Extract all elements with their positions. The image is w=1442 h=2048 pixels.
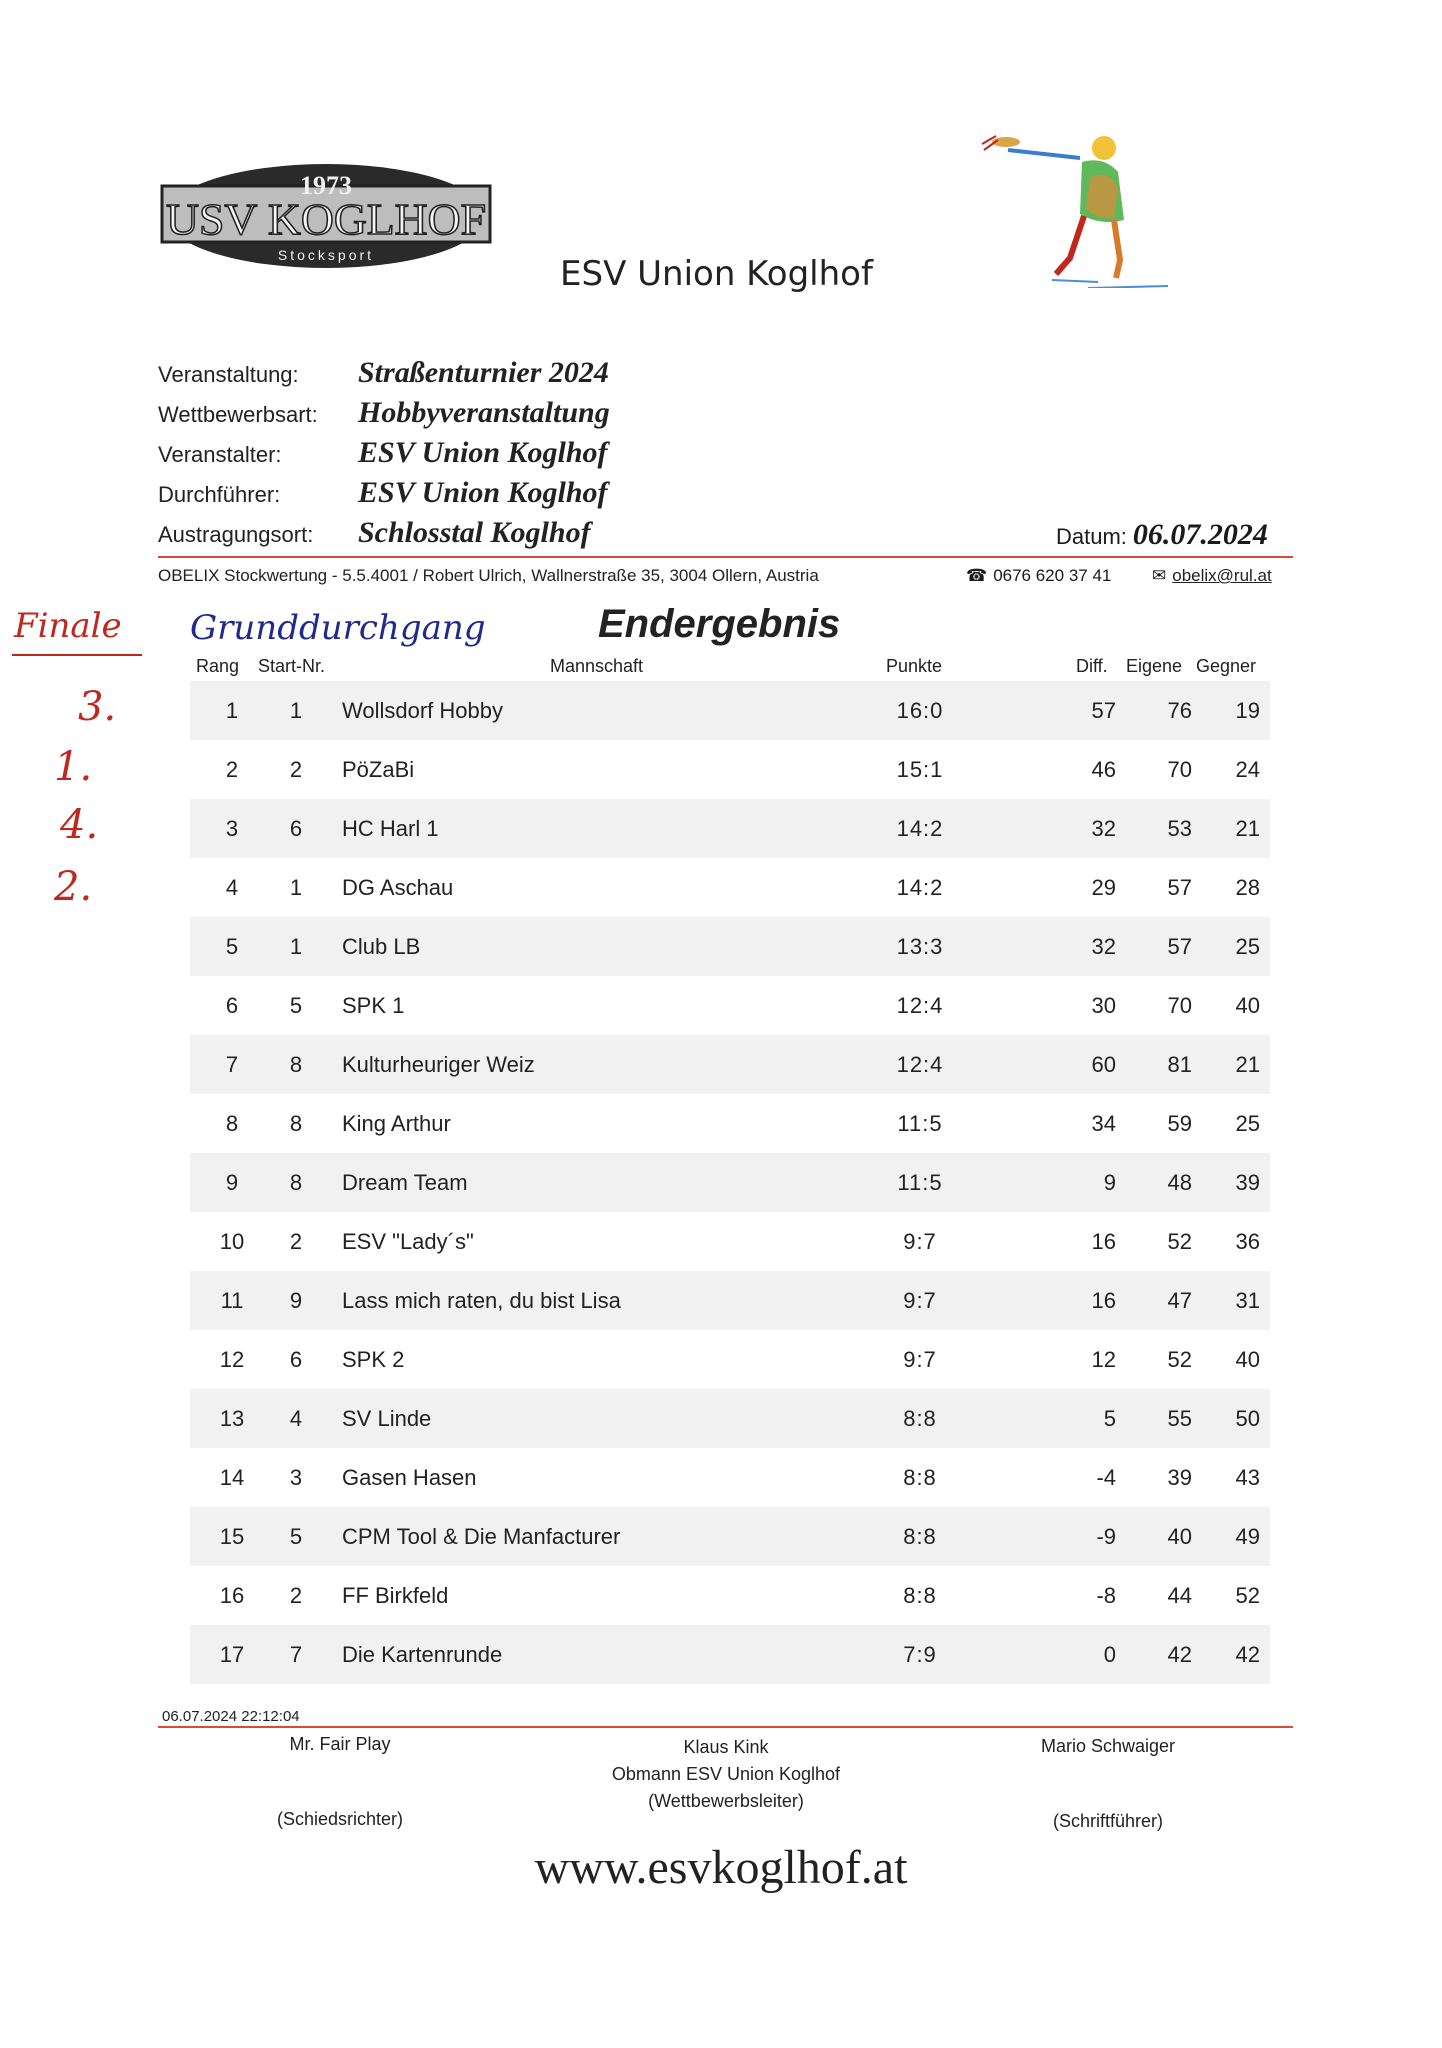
table-row xyxy=(190,1507,1270,1566)
website-url[interactable]: www.esvkoglhof.at xyxy=(534,1841,908,1894)
cell-start: 1 xyxy=(289,698,303,723)
cell-rang: 15 xyxy=(219,1524,245,1549)
cell-start: 2 xyxy=(289,1583,303,1608)
cell-diff: 16 xyxy=(1091,1229,1116,1254)
col-header-team: Mannschaft xyxy=(550,656,644,676)
cell-rang: 5 xyxy=(225,934,239,959)
cell-punkte: 9:7 xyxy=(903,1229,937,1254)
cell-diff: 29 xyxy=(1091,875,1116,900)
cell-punkte: 9:7 xyxy=(903,1347,937,1372)
cell-punkte: 14:2 xyxy=(896,816,944,841)
email-link[interactable]: obelix@rul.at xyxy=(1172,566,1272,585)
col-header-punkte: Punkte xyxy=(886,656,943,676)
cell-gegner: 25 xyxy=(1235,934,1260,959)
handwriting-place-2: 1. xyxy=(54,744,93,790)
phone-contact xyxy=(966,566,1111,586)
cell-rang: 12 xyxy=(219,1347,245,1372)
cell-punkte: 15:1 xyxy=(896,757,944,782)
cell-eigene: 57 xyxy=(1167,875,1192,900)
cell-start: 8 xyxy=(289,1170,303,1195)
cell-rang: 11 xyxy=(220,1288,244,1313)
cell-eigene: 55 xyxy=(1167,1406,1192,1431)
cell-punkte: 11:5 xyxy=(897,1170,943,1195)
signature-name: Klaus Kink xyxy=(683,1737,769,1757)
handwriting-place-1: 3. xyxy=(78,684,117,730)
signature-role: (Schriftführer) xyxy=(1052,1811,1164,1831)
cell-team: Dream Team xyxy=(342,1170,468,1195)
cell-start: 2 xyxy=(289,1229,303,1254)
info-label: Wettbewerbsart: xyxy=(158,402,318,427)
cell-start: 9 xyxy=(289,1288,303,1313)
cell-rang: 7 xyxy=(225,1052,239,1077)
cell-punkte: 13:3 xyxy=(896,934,944,959)
cell-start: 5 xyxy=(289,993,303,1018)
phone-icon: ☎ xyxy=(966,566,988,585)
cell-gegner: 24 xyxy=(1235,757,1260,782)
cell-rang: 13 xyxy=(219,1406,245,1431)
cell-start: 8 xyxy=(289,1111,303,1136)
datum-label: Datum: xyxy=(1056,524,1127,549)
cell-team: SPK 2 xyxy=(342,1347,405,1372)
cell-diff: 30 xyxy=(1091,993,1116,1018)
cell-diff: 32 xyxy=(1091,816,1116,841)
info-label: Durchführer: xyxy=(158,482,281,507)
cell-rang: 1 xyxy=(225,698,239,723)
cell-team: DG Aschau xyxy=(342,875,454,900)
table-row xyxy=(190,1448,1270,1507)
cell-punkte: 8:8 xyxy=(903,1583,937,1608)
cell-diff: 60 xyxy=(1091,1052,1116,1077)
cell-team: Club LB xyxy=(342,934,421,959)
cell-diff: 5 xyxy=(1103,1406,1116,1431)
cell-team: Kulturheuriger Weiz xyxy=(342,1052,535,1077)
cell-start: 8 xyxy=(289,1052,303,1077)
logo-year: 1973 xyxy=(300,171,352,200)
cell-punkte: 9:7 xyxy=(903,1288,937,1313)
stock-player-illustration xyxy=(968,128,1178,288)
handwriting-place-3: 4. xyxy=(60,802,99,848)
cell-diff: -8 xyxy=(1096,1583,1116,1608)
info-label: Veranstalter: xyxy=(158,442,282,467)
signature-name: Mario Schwaiger xyxy=(1040,1736,1176,1756)
signature-schriftfuehrer xyxy=(948,1736,1268,1832)
cell-team: FF Birkfeld xyxy=(342,1583,449,1608)
signature-role: (Schiedsrichter) xyxy=(276,1809,404,1829)
cell-gegner: 43 xyxy=(1235,1465,1260,1490)
datum xyxy=(1056,518,1268,552)
table-row xyxy=(190,740,1270,799)
cell-gegner: 28 xyxy=(1235,875,1260,900)
info-label: Veranstaltung: xyxy=(158,362,299,387)
cell-diff: 12 xyxy=(1091,1347,1116,1372)
cell-start: 1 xyxy=(289,875,303,900)
info-veranstalter xyxy=(158,436,608,474)
footer-rule xyxy=(158,1726,1293,1728)
cell-diff: -9 xyxy=(1096,1524,1116,1549)
cell-punkte: 14:2 xyxy=(896,875,944,900)
cell-eigene: 70 xyxy=(1167,757,1192,782)
signature-schiedsrichter xyxy=(180,1734,500,1830)
table-row xyxy=(190,1566,1270,1625)
cell-team: SPK 1 xyxy=(342,993,405,1018)
col-header-diff: Diff. xyxy=(1076,656,1108,676)
cell-diff: 0 xyxy=(1103,1642,1116,1667)
info-label: Austragungsort: xyxy=(158,522,314,547)
cell-diff: 32 xyxy=(1091,934,1116,959)
signature-title: Obmann ESV Union Koglhof xyxy=(611,1764,841,1784)
cell-rang: 4 xyxy=(225,875,239,900)
cell-rang: 2 xyxy=(225,757,239,782)
cell-gegner: 19 xyxy=(1235,698,1260,723)
cell-punkte: 12:4 xyxy=(896,1052,944,1077)
col-header-start: Start-Nr. xyxy=(258,656,326,676)
cell-start: 3 xyxy=(289,1465,303,1490)
cell-eigene: 59 xyxy=(1167,1111,1192,1136)
cell-eigene: 39 xyxy=(1167,1465,1192,1490)
handwriting-finale: Finale xyxy=(14,606,122,646)
cell-start: 5 xyxy=(289,1524,303,1549)
cell-gegner: 25 xyxy=(1235,1111,1260,1136)
table-row xyxy=(190,1330,1270,1389)
cell-gegner: 39 xyxy=(1235,1170,1260,1195)
cell-team: Lass mich raten, du bist Lisa xyxy=(342,1288,621,1313)
cell-diff: 34 xyxy=(1091,1111,1116,1136)
cell-diff: 9 xyxy=(1103,1170,1116,1195)
club-title: ESV Union Koglhof xyxy=(560,254,873,294)
table-row xyxy=(190,1212,1270,1271)
info-austragungsort xyxy=(158,516,591,554)
cell-punkte: 16:0 xyxy=(896,698,944,723)
cell-eigene: 42 xyxy=(1167,1642,1192,1667)
page-heading: Endergebnis xyxy=(598,602,841,646)
cell-diff: 46 xyxy=(1091,757,1116,782)
table-row xyxy=(190,858,1270,917)
cell-punkte: 7:9 xyxy=(903,1642,937,1667)
table-row xyxy=(190,1035,1270,1094)
col-header-eigene: Eigene xyxy=(1126,656,1183,676)
cell-eigene: 81 xyxy=(1167,1052,1192,1077)
cell-gegner: 40 xyxy=(1235,1347,1260,1372)
info-value: Straßenturnier 2024 xyxy=(358,356,609,389)
cell-gegner: 21 xyxy=(1235,1052,1260,1077)
cell-gegner: 31 xyxy=(1235,1288,1260,1313)
cell-diff: 57 xyxy=(1091,698,1116,723)
cell-punkte: 12:4 xyxy=(896,993,944,1018)
info-wettbewerbsart xyxy=(158,396,610,434)
cell-start: 6 xyxy=(289,816,303,841)
phone-number: 0676 620 37 41 xyxy=(993,566,1112,585)
table-row xyxy=(190,799,1270,858)
cell-start: 4 xyxy=(289,1406,303,1431)
table-row xyxy=(190,1625,1270,1684)
datum-value: 06.07.2024 xyxy=(1132,518,1268,551)
cell-punkte: 8:8 xyxy=(903,1524,937,1549)
cell-eigene: 47 xyxy=(1167,1288,1192,1313)
cell-team: HC Harl 1 xyxy=(342,816,439,841)
cell-start: 7 xyxy=(289,1642,303,1667)
mail-icon: ✉ xyxy=(1152,566,1167,585)
info-value: Schlosstal Koglhof xyxy=(358,516,591,549)
cell-punkte: 8:8 xyxy=(903,1406,937,1431)
print-timestamp: 06.07.2024 22:12:04 xyxy=(162,1708,300,1725)
cell-rang: 16 xyxy=(219,1583,245,1608)
cell-eigene: 70 xyxy=(1167,993,1192,1018)
finale-underline xyxy=(12,654,142,656)
table-row xyxy=(190,917,1270,976)
signature-name: Mr. Fair Play xyxy=(289,1734,391,1754)
cell-team: SV Linde xyxy=(342,1406,432,1431)
cell-team: King Arthur xyxy=(342,1111,451,1136)
cell-rang: 8 xyxy=(225,1111,239,1136)
cell-gegner: 40 xyxy=(1235,993,1260,1018)
cell-team: PöZaBi xyxy=(342,757,415,782)
handwriting-place-4: 2. xyxy=(54,864,93,910)
cell-punkte: 8:8 xyxy=(903,1465,937,1490)
cell-gegner: 36 xyxy=(1235,1229,1260,1254)
handwriting-grunddurchgang: Grunddurchgang xyxy=(190,608,486,648)
cell-team: CPM Tool & Die Manfacturer xyxy=(342,1524,621,1549)
cell-team: Die Kartenrunde xyxy=(342,1642,503,1667)
cell-gegner: 21 xyxy=(1235,816,1260,841)
email-contact xyxy=(1152,566,1272,586)
info-value: Hobbyveranstaltung xyxy=(358,396,610,429)
signature-spacer xyxy=(948,1757,1268,1811)
logo-name: USV KOGLHOF xyxy=(166,195,486,244)
cell-team: ESV "Lady´s" xyxy=(342,1229,474,1254)
cell-rang: 9 xyxy=(225,1170,239,1195)
col-header-rang: Rang xyxy=(196,656,240,676)
cell-eigene: 52 xyxy=(1167,1229,1192,1254)
cell-diff: 16 xyxy=(1091,1288,1116,1313)
cell-rang: 3 xyxy=(225,816,239,841)
table-row xyxy=(190,681,1270,740)
cell-rang: 10 xyxy=(219,1229,245,1254)
cell-start: 2 xyxy=(289,757,303,782)
cell-eigene: 44 xyxy=(1167,1583,1192,1608)
cell-punkte: 11:5 xyxy=(897,1111,943,1136)
club-logo xyxy=(158,160,494,272)
cell-start: 1 xyxy=(289,934,303,959)
signature-spacer xyxy=(180,1755,500,1809)
cell-gegner: 50 xyxy=(1235,1406,1260,1431)
signature-role: (Wettbewerbsleiter) xyxy=(648,1791,804,1811)
cell-rang: 17 xyxy=(219,1642,245,1667)
signature-wettbewerbsleiter xyxy=(566,1734,886,1815)
table-row xyxy=(190,1094,1270,1153)
cell-gegner: 49 xyxy=(1235,1524,1260,1549)
cell-gegner: 42 xyxy=(1235,1642,1260,1667)
table-row xyxy=(190,1389,1270,1448)
table-row xyxy=(190,976,1270,1035)
table-row xyxy=(190,1153,1270,1212)
cell-eigene: 76 xyxy=(1167,698,1192,723)
cell-diff: -4 xyxy=(1096,1465,1116,1490)
cell-eigene: 53 xyxy=(1167,816,1192,841)
software-info: OBELIX Stockwertung - 5.5.4001 / Robert Ulrich, Wallnerstraße 35, 3004 Ollern, Austria xyxy=(158,566,819,585)
cell-eigene: 57 xyxy=(1167,934,1192,959)
cell-rang: 14 xyxy=(219,1465,245,1490)
cell-team: Wollsdorf Hobby xyxy=(342,698,503,723)
col-header-gegner: Gegner xyxy=(1196,656,1257,676)
header-rule xyxy=(158,556,1293,558)
logo-sub: Stocksport xyxy=(277,247,375,263)
info-durchfuehrer xyxy=(158,476,608,514)
info-value: ESV Union Koglhof xyxy=(358,476,608,509)
table-row xyxy=(190,1271,1270,1330)
cell-eigene: 40 xyxy=(1167,1524,1192,1549)
info-veranstaltung xyxy=(158,356,609,394)
cell-eigene: 48 xyxy=(1167,1170,1192,1195)
cell-eigene: 52 xyxy=(1167,1347,1192,1372)
cell-start: 6 xyxy=(289,1347,303,1372)
cell-rang: 6 xyxy=(225,993,239,1018)
cell-gegner: 52 xyxy=(1235,1583,1260,1608)
info-value: ESV Union Koglhof xyxy=(358,436,608,469)
cell-team: Gasen Hasen xyxy=(342,1465,477,1490)
